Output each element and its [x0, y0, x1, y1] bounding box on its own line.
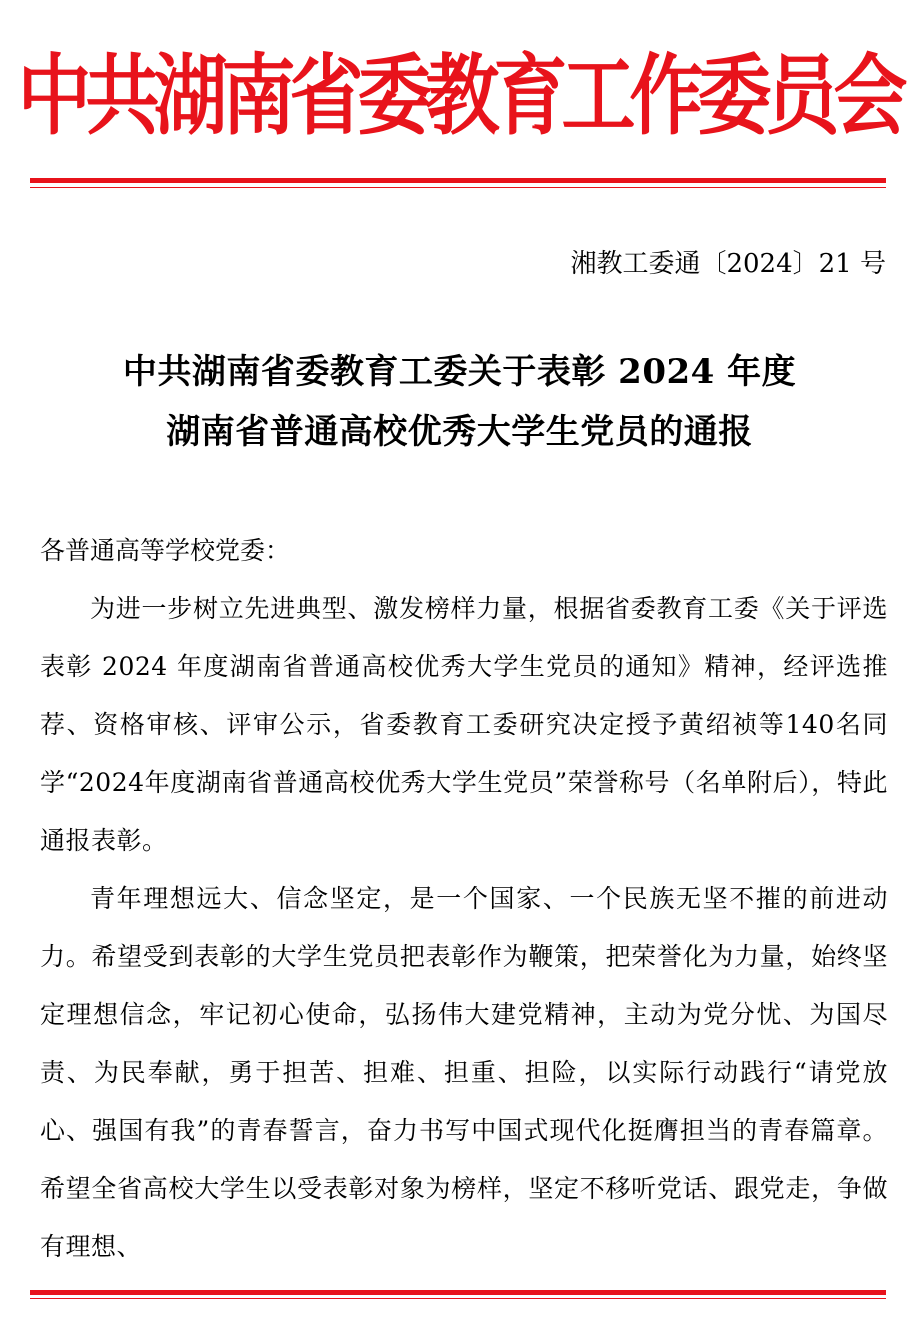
footer-divider-thin: [30, 1298, 886, 1299]
paragraph-1: 为进一步树立先进典型、激发榜样力量，根据省委教育工委《关于评选表彰 2024 年度湖南省普通高校优秀大学生党员的通知》精神，经评选推荐、资格审核、评审公示，省委教育工委研究决定授予黄绍祯等140名同学“2024年度湖南省普通高校优秀大学生党员”荣誉称号（名单附后），特此通报表彰。: [40, 594, 888, 855]
salutation: 各普通高等学校党委：: [40, 536, 291, 565]
document-title-line-2: 湖南省普通高校优秀大学生党员的通报: [166, 412, 753, 452]
masthead-org-name: 中共湖南省委教育工作委员会: [17, 45, 902, 148]
document-body: [40, 522, 888, 1276]
header-divider-thick: [30, 178, 886, 183]
document-title-line-1: 中共湖南省委教育工委关于表彰 2024 年度: [122, 352, 797, 392]
footer-divider-thick: [30, 1290, 886, 1295]
paragraph-2: 青年理想远大、信念坚定，是一个国家、一个民族无坚不摧的前进动力。希望受到表彰的大学生党员把表彰作为鞭策，把荣誉化为力量，始终坚定理想信念，牢记初心使命，弘扬伟大建党精神，主动为党分忧、为国尽责、为民奉献，勇于担苦、担难、担重、担险，以实际行动践行“请党放心、强国有我”的青春誓言，奋力书写中国式现代化挺膺担当的青春篇章。希望全省高校大学生以受表彰对象为榜样，坚定不移听党话、跟党走，争做有理想、: [40, 884, 888, 1261]
header-divider-thin: [30, 187, 886, 188]
document-number: 湘教工委通〔2024〕21 号: [570, 249, 886, 279]
